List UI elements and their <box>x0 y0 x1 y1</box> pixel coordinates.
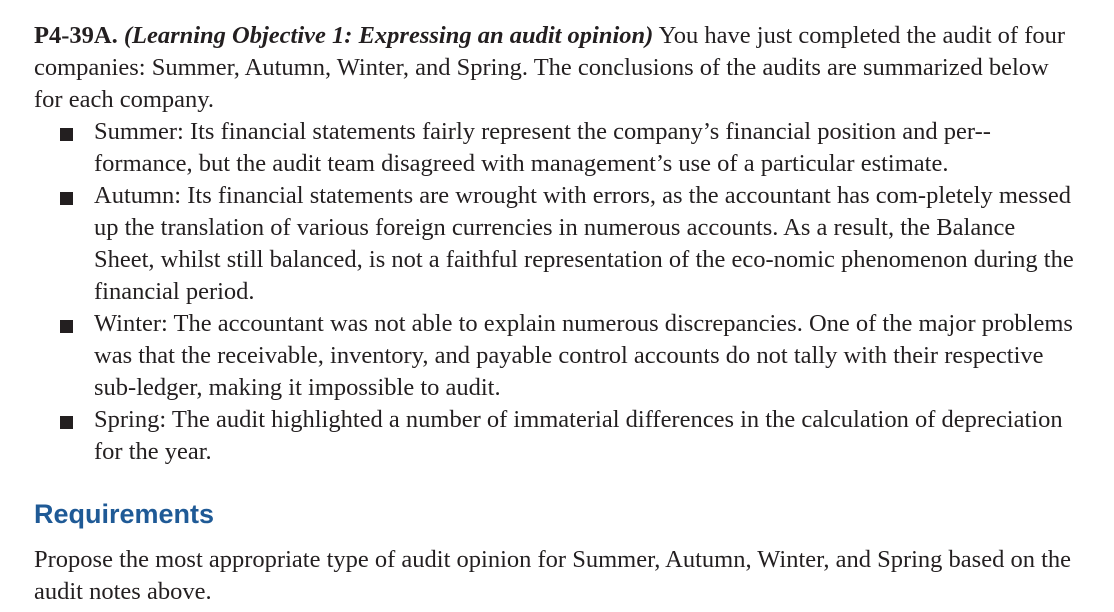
requirements-text: Propose the most appropriate type of audit opinion for Summer, Autumn, Winter, and Spring based on the audit notes above. <box>34 546 1072 605</box>
audit-conclusion-text: Summer: Its financial statements fairly represent the company’s financial position and per-formance, but the audit team disagreed with management’s use of a particular estimate. <box>94 118 991 177</box>
problem-intro <box>34 20 1074 116</box>
textbook-page <box>34 20 1074 608</box>
audit-conclusions-list <box>34 116 1074 468</box>
problem-objective: (Learning Objective 1: Expressing an audit opinion) <box>123 22 654 49</box>
audit-conclusion-text: Autumn: Its financial statements are wrought with errors, as the accountant has com-pletely messed up the translation of various foreign currencies in numerous accounts. As a result, the Balance Sheet, whilst still balanced, is not a faithful representation of the eco-nomic phenomenon during the financial period. <box>94 182 1074 305</box>
audit-conclusion-spring <box>94 404 1074 468</box>
problem-intro-text: You have just completed the audit of four companies: Summer, Autumn, Winter, and Spring. The conclusions of the audits are summarized below for each company. <box>34 22 1066 113</box>
audit-conclusion-winter <box>94 308 1074 404</box>
problem-number: P4-39A. <box>34 22 118 49</box>
audit-conclusion-text: Spring: The audit highlighted a number of immaterial differences in the calculation of depreciation for the year. <box>94 406 1063 465</box>
audit-conclusion-summer <box>94 116 1074 180</box>
square-bullet-icon <box>60 416 73 429</box>
requirements-heading: Requirements <box>34 499 215 529</box>
audit-conclusion-autumn <box>94 180 1074 308</box>
audit-conclusion-text: Winter: The accountant was not able to explain numerous discrepancies. One of the major problems was that the receivable, inventory, and payable control accounts do not tally with their respective sub-ledger, making it impossible to audit. <box>94 310 1073 401</box>
square-bullet-icon <box>60 192 73 205</box>
square-bullet-icon <box>60 320 73 333</box>
square-bullet-icon <box>60 128 73 141</box>
